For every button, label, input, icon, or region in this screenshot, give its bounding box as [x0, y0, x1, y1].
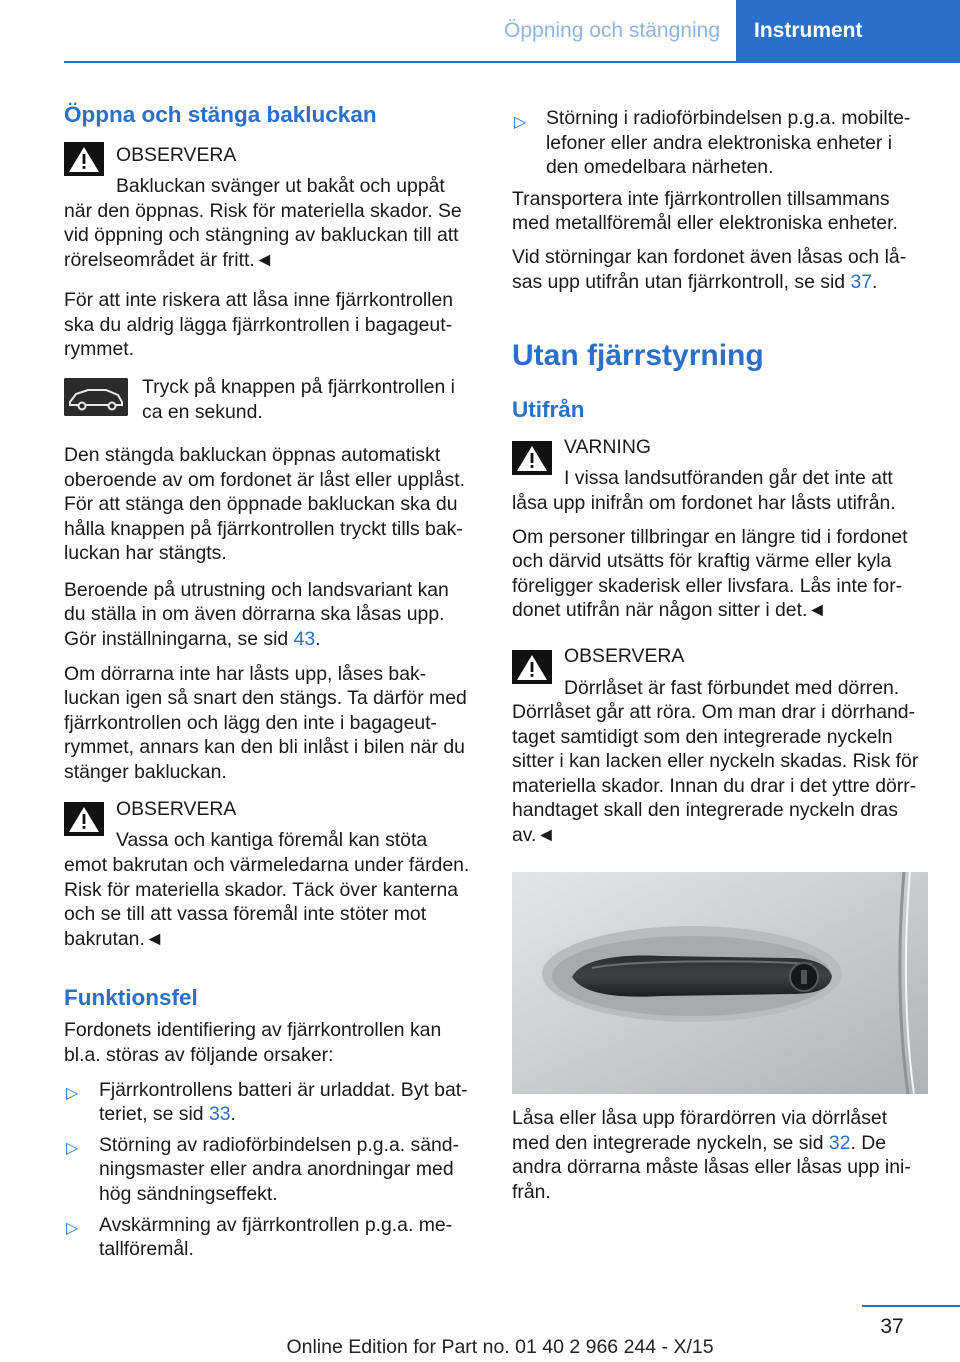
- paragraph: luckan har stängts.: [64, 542, 227, 564]
- paragraph: Transportera inte fjärrkontrollen tillsammans: [512, 188, 890, 210]
- paragraph: rymmet.: [64, 338, 135, 360]
- caption: Låsa eller låsa upp förardörren via dörrlåset: [512, 1107, 888, 1129]
- notice-text: taget samtidigt som den integrerade nyckeln: [512, 726, 893, 748]
- paragraph: Vid störningar kan fordonet även låsas och lå‐: [512, 246, 907, 268]
- notice-text: materiella skador. Innan du drar i det yttre dörr‐: [512, 775, 917, 797]
- page-number: 37: [880, 1315, 904, 1338]
- edition-footer: Online Edition for Part no. 01 40 2 966 244 - X/15: [286, 1336, 714, 1358]
- paragraph: För att stänga den öppnade bakluckan ska du: [64, 493, 458, 515]
- paragraph: med metallföremål eller elektroniska enheter.: [512, 212, 898, 234]
- warning-triangle-icon: [512, 441, 552, 475]
- notice-text: vid öppning och stängning av bakluckan till att: [64, 224, 459, 246]
- notice-text: Bakluckan svänger ut bakåt och uppåt: [116, 175, 445, 197]
- tailgate-key-icon: [64, 378, 128, 416]
- paragraph: ska du aldrig lägga fjärrkontrollen i bagageut‐: [64, 314, 453, 336]
- notice-text: rörelseområdet är fritt.◄: [64, 249, 274, 271]
- notice-text: av.◄: [512, 824, 556, 846]
- list-item: teriet, se sid 33.: [99, 1103, 236, 1125]
- notice-text: Dörrlåset är fast förbundet med dörren.: [564, 677, 900, 699]
- header-chapter-tab[interactable]: Instrument: [736, 0, 960, 61]
- paragraph: donet utifrån när någon sitter i det.◄: [512, 599, 827, 621]
- bullet-icon: ▷: [66, 1220, 79, 1237]
- paragraph: luckan igen så snart den stängs. Ta därför med: [64, 687, 467, 709]
- warning-triangle-icon: [512, 650, 552, 684]
- list-item: Störning i radioförbindelsen p.g.a. mobilte‐: [546, 107, 911, 129]
- caption: andra dörrarna måste låsas eller låsas upp ini‐: [512, 1156, 911, 1178]
- notice-text: och se till att vassa föremål inte stöter mot: [64, 903, 427, 925]
- paragraph: hålla knappen på fjärrkontrollen tryckt tills bak‐: [64, 518, 463, 540]
- caption: från.: [512, 1181, 551, 1203]
- paragraph: du ställa in om även dörrarna ska låsas upp.: [64, 603, 445, 625]
- paragraph: För att inte riskera att låsa inne fjärrkontrollen: [64, 289, 454, 311]
- paragraph: stänger bakluckan.: [64, 761, 227, 783]
- notice-text: Vassa och kantiga föremål kan stöta: [116, 829, 428, 851]
- bullet-icon: ▷: [66, 1085, 79, 1102]
- list-item: ningsmaster eller andra anordningar med: [99, 1158, 454, 1180]
- paragraph: Fordonets identifiering av fjärrkontrollen kan: [64, 1019, 442, 1041]
- paragraph: bl.a. störas av följande orsaker:: [64, 1044, 334, 1066]
- warning-triangle-icon: [64, 142, 104, 176]
- key-instruction: ca en sekund.: [142, 401, 263, 423]
- notice-text: emot bakrutan och värmeledarna under färden.: [64, 854, 470, 876]
- subtitle-from-outside: Utifrån: [512, 397, 585, 422]
- warning-text: I vissa landsutföranden går det inte att: [564, 467, 893, 489]
- paragraph: sas upp utifrån utan fjärrkontroll, se sid 37.: [512, 271, 878, 293]
- caption: med den integrerade nyckeln, se sid 32. De: [512, 1132, 887, 1154]
- bullet-icon: ▷: [66, 1140, 79, 1157]
- section-title-without-remote: Utan fjärrstyrning: [512, 339, 764, 372]
- paragraph: och därvid utsätts för kraftig värme eller kyla: [512, 550, 892, 572]
- section-title-tailgate: Öppna och stänga bakluckan: [64, 102, 377, 127]
- page-link[interactable]: 43: [293, 628, 316, 650]
- notice-label: OBSERVERA: [116, 798, 237, 820]
- page-link[interactable]: 37: [850, 271, 873, 293]
- list-item: tallföremål.: [99, 1238, 194, 1260]
- paragraph: Beroende på utrustning och landsvariant kan: [64, 579, 449, 601]
- list-item: Fjärrkontrollens batteri är urladdat. Byt bat‐: [99, 1079, 468, 1101]
- notice-text: bakrutan.◄: [64, 928, 165, 950]
- footer-rule: [862, 1305, 960, 1307]
- page-link[interactable]: 33: [208, 1103, 231, 1125]
- paragraph: rymmet, annars kan den bli inlåst i bilen när du: [64, 736, 465, 758]
- warning-text: låsa upp inifrån om fordonet har låsts utifrån.: [512, 492, 896, 514]
- list-item: Störning av radioförbindelsen p.g.a. sänd‐: [99, 1134, 460, 1156]
- list-item: hög sändningseffekt.: [99, 1183, 278, 1205]
- subtitle-malfunction: Funktionsfel: [64, 985, 198, 1010]
- notice-text: handtaget skall den integrerade nyckeln dras: [512, 799, 898, 821]
- warning-triangle-icon: [64, 802, 104, 836]
- paragraph: Den stängda bakluckan öppnas automatiskt: [64, 444, 441, 466]
- page-link[interactable]: 32: [828, 1132, 851, 1154]
- notice-text: Risk för materiella skador. Täck över kanterna: [64, 879, 459, 901]
- warning-label: VARNING: [564, 436, 651, 458]
- list-item: lefoner eller andra elektroniska enheter i: [546, 132, 893, 154]
- list-item: den omedelbara närheten.: [546, 156, 774, 178]
- notice-text: sitter i kan lacken eller nyckeln skadas. Risk för: [512, 750, 919, 772]
- paragraph: Gör inställningarna, se sid 43.: [64, 628, 321, 650]
- header-rule: [64, 61, 960, 63]
- list-item: Avskärmning av fjärrkontrollen p.g.a. me‐: [99, 1214, 453, 1236]
- key-instruction: Tryck på knappen på fjärrkontrollen i: [142, 376, 455, 398]
- paragraph: oberoende av om fordonet är låst eller upplåst.: [64, 469, 465, 491]
- bullet-icon: ▷: [514, 114, 527, 131]
- paragraph: fjärrkontrollen och lägg den inte i bagageut‐: [64, 712, 437, 734]
- notice-text: Dörrlåset går att röra. Om man drar i dörrhand‐: [512, 701, 916, 723]
- notice-label: OBSERVERA: [564, 645, 685, 667]
- door-handle-image: [512, 872, 928, 1094]
- notice-label: OBSERVERA: [116, 144, 237, 166]
- paragraph: Om personer tillbringar en längre tid i fordonet: [512, 526, 908, 548]
- paragraph: Om dörrarna inte har låsts upp, låses bak‐: [64, 663, 427, 685]
- header-section-title: Öppning och stängning: [504, 18, 720, 42]
- notice-text: när den öppnas. Risk för materiella skador. Se: [64, 200, 462, 222]
- paragraph: föreligger skaderisk eller livsfara. Lås inte for‐: [512, 575, 903, 597]
